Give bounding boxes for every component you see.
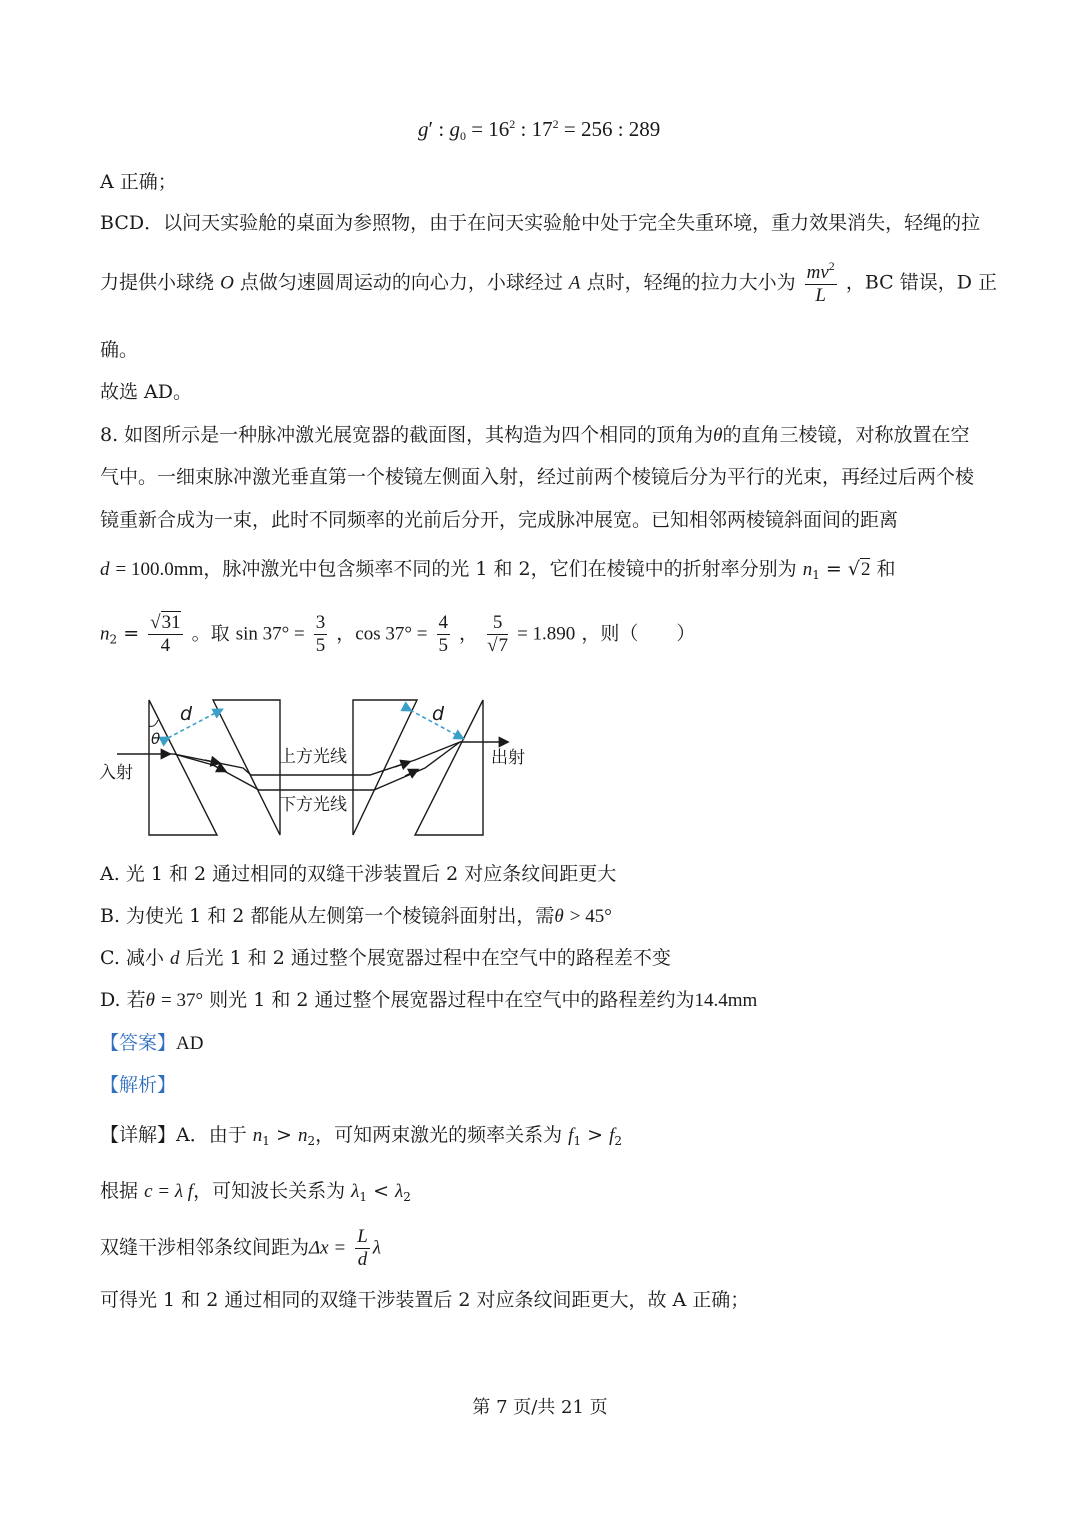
lambda-1: λ (351, 1181, 360, 1202)
q8-cos: ，cos 37° = (336, 623, 428, 645)
q8-n1-eq: = (825, 558, 842, 580)
bcd-line-2 (100, 260, 997, 307)
q8-n1-sub: 1 (812, 568, 820, 582)
eq-rhs: = 256 : 289 (563, 117, 661, 141)
upper-ray-arrow (205, 760, 219, 763)
frac-mv-num: mv (806, 262, 829, 283)
lower-ray-arrow (213, 765, 225, 771)
frac-l: L (357, 1226, 368, 1247)
frac-r-den: 7 (498, 634, 509, 656)
detail-tag: 【详解】 (100, 1124, 177, 1146)
detail-f2-sub: 2 (614, 1134, 623, 1148)
detail-f2: f (609, 1125, 615, 1146)
detail-f-gt: > (587, 1124, 604, 1146)
q8-n2: n (100, 623, 110, 645)
q8-line-4-text: ，脉冲激光中包含频率不同的光 1 和 2，它们在棱镜中的折射率分别为 (203, 558, 797, 580)
q8-sqrt2: 2 (860, 559, 871, 580)
lambda-1-sub: 1 (359, 1190, 368, 1204)
q8-n2-eq: = (123, 622, 140, 645)
conclusion-line: 可得光 1 和 2 通过相同的双缝干涉装置后 2 对应条纹间距更大，故 A 正确； (100, 1289, 750, 1311)
q8-line-1 (100, 423, 970, 449)
q8-then: ，则（ ） (581, 622, 696, 645)
frac-cos-num: 4 (438, 612, 448, 633)
right-ray-arrow-1 (395, 762, 409, 767)
theta-symbol: θ (713, 425, 723, 446)
option-c-d: d (170, 948, 180, 969)
frac-mv-den: L (815, 284, 826, 306)
bcd-line-2-part-c: 点时，轻绳的拉力大小为 (586, 271, 796, 294)
option-b-value: > 45° (569, 906, 612, 927)
frac-sin-num: 3 (315, 612, 326, 633)
frac-sqrt31-den: 4 (160, 634, 171, 656)
detail-a-text: A．由于 (176, 1124, 247, 1146)
label-upper-ray: 上方光线 (279, 747, 347, 767)
bcd-line-2-part-a: 力提供小球绕 (100, 271, 215, 294)
fringe-text: 双缝干涉相邻条纹间距为 (100, 1236, 310, 1259)
detail-gt: > (275, 1124, 292, 1146)
right-ray-arrow-2 (405, 770, 417, 776)
q8-line-4: d = 100.0mm，脉冲激光中包含频率不同的光 1 和 2，它们在棱镜中的折射率分别为 $n_1 = √2$ 和 (100, 558, 896, 582)
prism-3 (353, 700, 417, 835)
fraction-5-over-sqrt7: $\frac{5}{√7}$ (487, 612, 509, 656)
a-correct: A 正确； (100, 171, 177, 193)
fraction-4-over-5 (437, 612, 451, 657)
delta-x: Δx = (309, 1237, 347, 1259)
option-d-answer: 14.4mm (694, 990, 758, 1011)
label-theta: θ (151, 730, 161, 748)
eq-g: g (418, 117, 429, 141)
option-d-value: = 37° (161, 990, 204, 1011)
analysis-tag: 【解析】 (100, 1074, 177, 1096)
fraction-3-over-5 (314, 612, 328, 657)
prism-2 (213, 700, 280, 835)
wavelength-text-a: 根据 (100, 1180, 139, 1202)
detail-f1: f (568, 1125, 574, 1146)
q8-line-1-part-a: 8. 如图所示是一种脉冲激光展宽器的截面图，其构造为四个相同的顶角为 (100, 424, 714, 446)
q8-and: 和 (876, 558, 896, 580)
page-footer: 第 7 页/共 21 页 (472, 1397, 608, 1418)
eq-base2: 17 (531, 117, 553, 141)
q8-d-value: = 100.0mm (115, 559, 204, 580)
option-b (100, 904, 612, 930)
fraction-mv2-over-l (805, 260, 837, 307)
label-lower-ray: 下方光线 (279, 795, 347, 815)
option-c-text-b: 后光 1 和 2 通过整个展宽器过程中在空气中的路程差不变 (185, 947, 671, 969)
q8-n2-sub: 2 (109, 632, 118, 647)
option-d (100, 988, 757, 1014)
lambda-lt: < (373, 1180, 389, 1202)
frac-cos-den: 5 (438, 634, 448, 656)
label-exit: 出射 (491, 748, 525, 768)
detail-b-text: ，可知两束激光的频率关系为 (315, 1124, 563, 1146)
option-b-theta: θ (554, 906, 564, 927)
detail-f1-sub: 1 (573, 1134, 582, 1148)
q8-ratio-value: = 1.890 (517, 623, 576, 645)
wavelength-line (100, 1179, 411, 1206)
frac-sqrt31-num: 31 (161, 612, 181, 633)
answer-tag: 【答案】 (100, 1032, 177, 1054)
option-a: A. 光 1 和 2 通过相同的双缝干涉装置后 2 对应条纹间距更大 (100, 863, 617, 885)
detail-n2-sub: 2 (307, 1134, 316, 1148)
q8-line-1-part-b: 的直角三棱镜，对称放置在空 (722, 424, 970, 446)
fringe-spacing-line (100, 1226, 381, 1271)
fringe-lambda: λ (372, 1237, 382, 1259)
option-d-text-b: 则光 1 和 2 通过整个展宽器过程中在空气中的路程差约为 (209, 989, 695, 1011)
fraction-l-over-d (355, 1226, 370, 1271)
eq-exp1: 2 (509, 117, 516, 131)
point-o: O (220, 272, 234, 294)
d-arrow-left (168, 710, 221, 738)
eq-base1: 16 (488, 117, 510, 141)
q8-line-5 (100, 612, 695, 657)
c-lambda-f: c = λ f (144, 1181, 194, 1202)
q8-comma: ， (459, 622, 479, 645)
detail-n2: n (297, 1125, 308, 1146)
eq-g0: g (449, 117, 460, 141)
bcd-line-3: 确。 (100, 339, 139, 361)
q8-n1: n (802, 559, 813, 580)
lambda-2: λ (395, 1181, 404, 1202)
answer-value: AD (176, 1033, 204, 1054)
bcd-line-2-part-b: 点做匀速圆周运动的向心力，小球经过 (239, 271, 563, 294)
option-c-text-a: C. 减小 (100, 947, 164, 969)
detail-n1-sub: 1 (262, 1134, 270, 1148)
option-d-theta: θ (145, 990, 155, 1011)
detail-n1: n (252, 1125, 263, 1146)
q8-line-2: 气中。一细束脉冲激光垂直第一个棱镜左侧面入射，经过前两个棱镜后分为平行的光束，再经过后两个棱 (100, 466, 975, 488)
fraction-sqrt31-over-4: $\frac{√31}{4}$ (150, 612, 181, 656)
q8-take: 。取 (191, 622, 230, 645)
answer (100, 1031, 203, 1057)
eq-exp2: 2 (552, 117, 559, 131)
option-b-text: B. 为使光 1 和 2 都能从左侧第一个棱镜斜面射出，需 (100, 905, 555, 927)
lambda-2-sub: 2 (403, 1190, 411, 1204)
frac-d: d (357, 1248, 368, 1270)
q8-d: d (100, 559, 110, 580)
prism-diagram (95, 690, 545, 845)
theta-arc (149, 720, 158, 726)
label-d-right: d (432, 703, 445, 725)
label-incident: 入射 (99, 763, 133, 783)
detail-a (100, 1123, 622, 1150)
label-d-left: d (180, 703, 193, 725)
frac-r-num: 5 (487, 612, 508, 635)
point-a: A (568, 272, 581, 294)
wavelength-text-b: ，可知波长关系为 (193, 1180, 346, 1202)
bcd-line-2-part-d: ，BC 错误，D 正 (845, 271, 997, 294)
eq-g0-sub: 0 (459, 129, 466, 143)
choose-ad: 故选 AD。 (100, 381, 192, 403)
q8-line-3: 镜重新合成为一束，此时不同频率的光前后分开，完成脉冲展宽。已知相邻两棱镜斜面间的距离 (100, 509, 899, 531)
option-c (100, 946, 671, 972)
frac-mv-exp: 2 (828, 259, 835, 273)
option-d-text-a: D. 若 (100, 989, 146, 1011)
equation-g-ratio: g′ : $g_0 = 16^2$ : $17^2 = 256$ : 289 (418, 117, 661, 143)
q8-sin: sin 37° = (235, 623, 305, 645)
frac-sin-den: 5 (315, 634, 326, 656)
bcd-line-1: BCD．以问天实验舱的桌面为参照物，由于在问天实验舱中处于完全失重环境，重力效果消失，轻绳的拉 (100, 212, 981, 234)
